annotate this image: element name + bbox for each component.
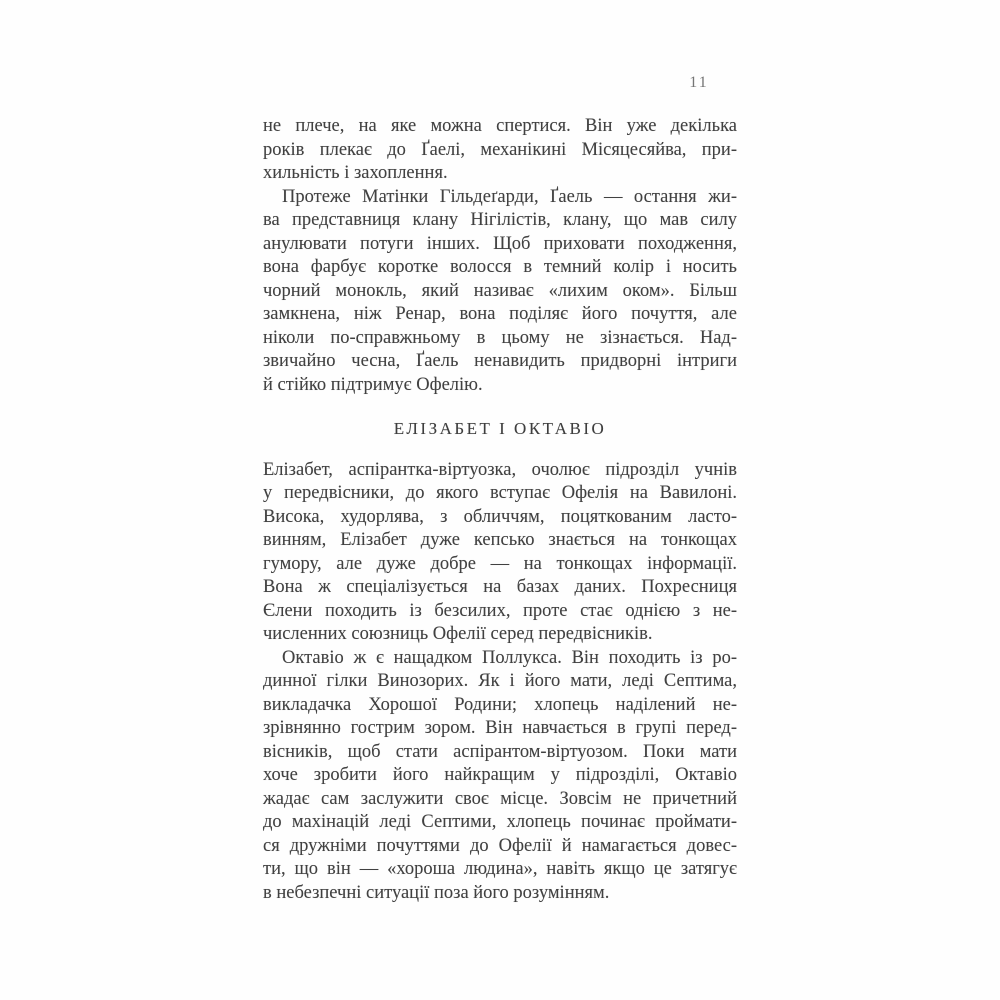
paragraph-continuation xyxy=(263,115,737,186)
text-column xyxy=(263,115,737,905)
text-line: зрівнянно гострим зором. Він навчається в групі перед- xyxy=(263,718,737,738)
text-line: ніколи по-справжньому в цьому не зізнається. Над- xyxy=(263,327,737,348)
text-line: викладачка Хорошої Родини; хлопець наділений не- xyxy=(263,694,737,715)
text-line: до махінацій леді Септими, хлопець починає проймати- xyxy=(263,812,737,832)
text-line: жадає сам заслужити своє місце. Зовсім не причетний xyxy=(263,788,737,809)
text-line: вісників, щоб стати аспірантом-віртуозом. Поки мати xyxy=(263,741,737,762)
text-line: Протеже Матінки Гільдеґарди, Ґаель — остання жи- xyxy=(282,186,737,207)
text-line: вона фарбує коротке волосся в темний колір і носить xyxy=(263,257,737,277)
text-line: численних союзниць Офелії серед передвісників. xyxy=(263,624,653,644)
paragraph-elizabet xyxy=(263,459,737,647)
text-line: ва представниця клану Нігілістів, клану, що мав силу xyxy=(263,210,737,230)
text-line: років плекає до Ґаелі, механікині Місяцесяйва, при- xyxy=(263,139,737,160)
text-line: у передвісники, до якого вступає Офелія на Вавилоні. xyxy=(263,483,737,503)
text-line: ся дружніми почуттями до Офелії й намагається довес- xyxy=(263,835,737,856)
text-line: Елізабет, аспірантка-віртуозка, очолює підрозділ учнів xyxy=(263,459,737,480)
text-line: Єлени походить із безсилих, проте стає однією з не- xyxy=(263,600,737,621)
text-line: Вона ж спеціалізується на базах даних. Похресниця xyxy=(263,577,737,597)
text-line: хильність і захоплення. xyxy=(263,163,448,183)
section-heading: ЕЛІЗАБЕТ І ОКТАВІО xyxy=(393,419,607,438)
text-line: анулювати потуги інших. Щоб приховати походження, xyxy=(263,233,737,254)
text-line: не плече, на яке можна спертися. Він уже декілька xyxy=(263,116,737,136)
text-line: ти, що він — «хороша людина», навіть якщо це затягує xyxy=(263,859,737,879)
text-line: Октавіо ж є нащадком Поллукса. Він походить із ро- xyxy=(282,647,737,668)
text-line: замкнена, ніж Ренар, вона поділяє його почуття, але xyxy=(263,304,737,324)
text-line: хоче зробити його найкращим у підрозділі, Октавіо xyxy=(263,765,737,785)
text-line: динної гілки Винозорих. Як і його мати, леді Септима, xyxy=(263,671,737,691)
text-line: гумору, але дуже добре — на тонкощах інформації. xyxy=(263,553,737,574)
text-line: звичайно чесна, Ґаель ненавидить придворні інтриги xyxy=(263,351,737,371)
text-line: в небезпечні ситуації поза його розумінням. xyxy=(263,882,610,903)
text-line: Висока, худорлява, з обличчям, поцяткованим ласто- xyxy=(263,506,737,527)
text-line: чорний монокль, який називає «лихим оком». Більш xyxy=(263,280,737,301)
paragraph-gael xyxy=(263,186,737,398)
text-line: й стійко підтримує Офелію. xyxy=(263,374,483,395)
paragraph-oktavio xyxy=(263,647,737,906)
text-line: винням, Елізабет дуже кепсько знається на тонкощах xyxy=(263,530,737,550)
page-number: 11 xyxy=(689,74,709,91)
